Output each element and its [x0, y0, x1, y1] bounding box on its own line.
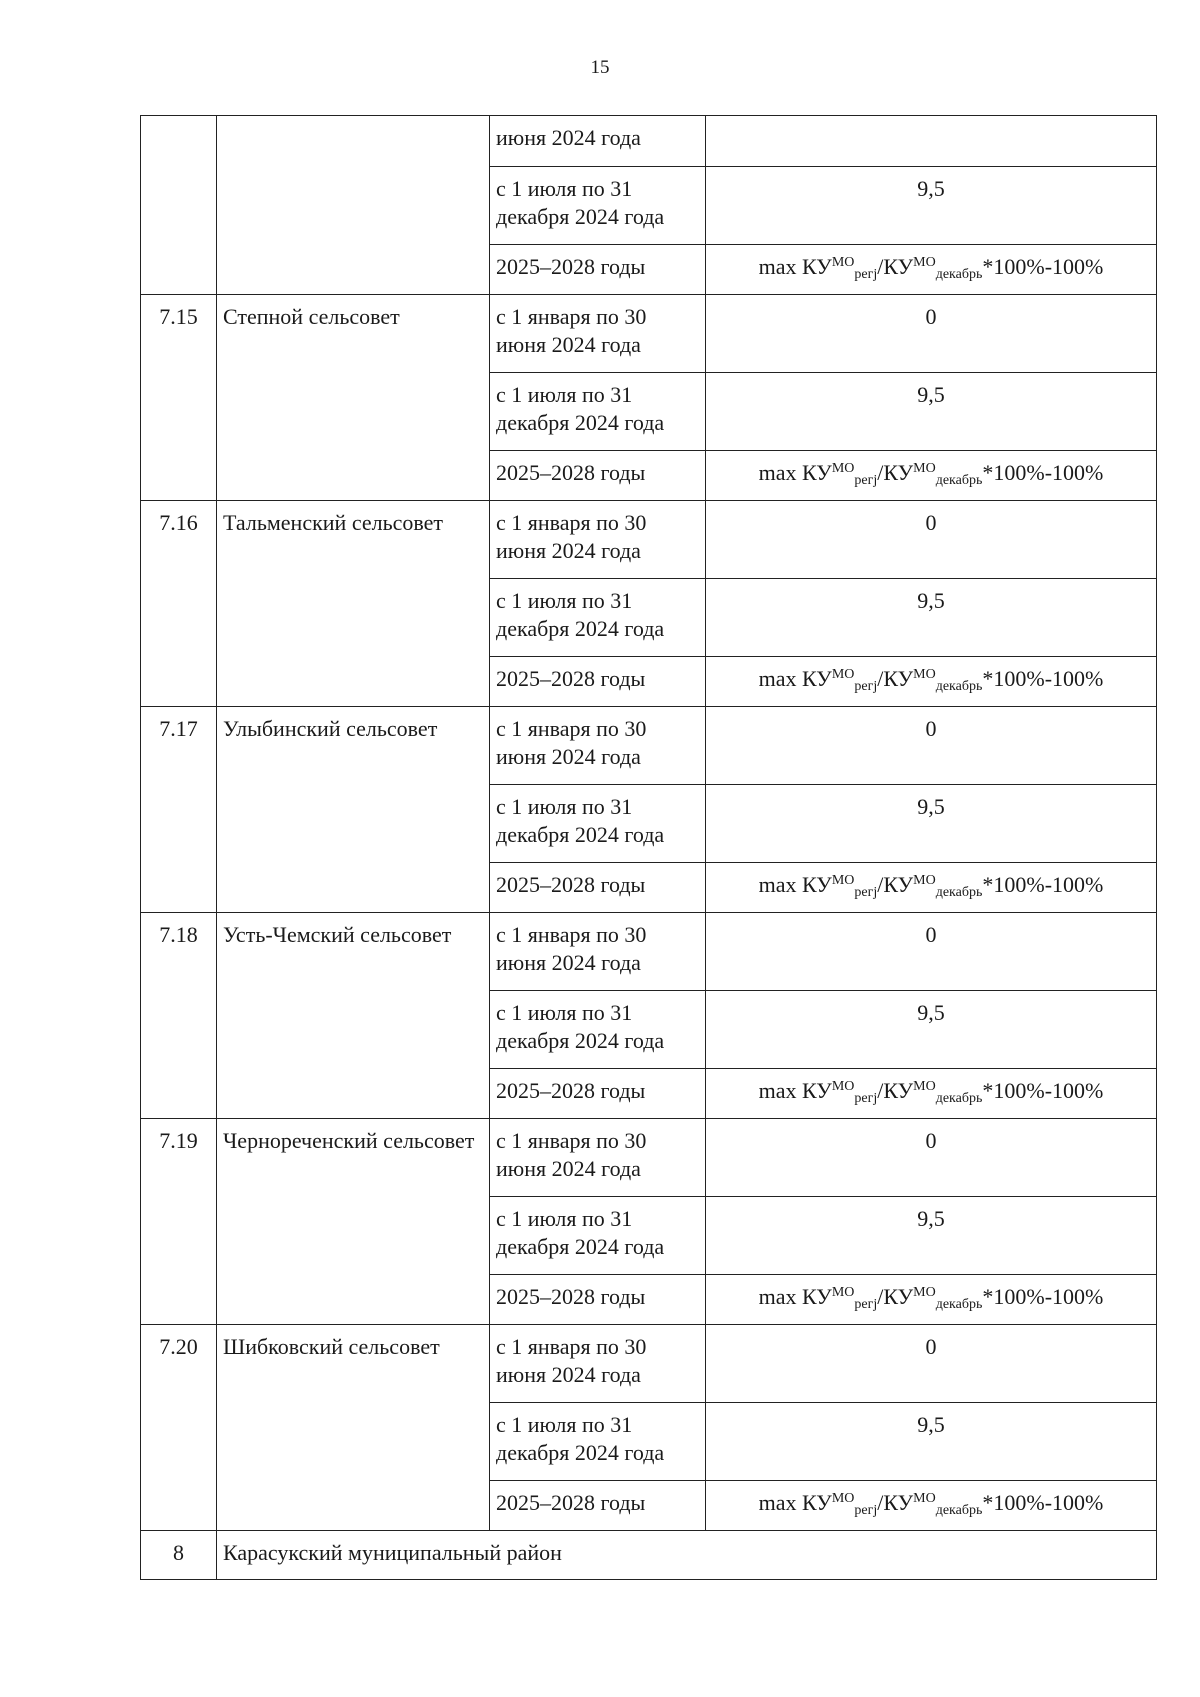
- formula-cell: [706, 245, 1157, 295]
- period-cell: 2025–2028 годы: [490, 245, 706, 295]
- name-cell: Карасукский муниципальный район: [217, 1531, 1157, 1580]
- period-cell: с 1 января по 30 июня 2024 года: [490, 707, 706, 785]
- formula-suffix: *100%-100%: [982, 1078, 1104, 1103]
- name-cell: Улыбинский сельсовет: [217, 707, 490, 913]
- formula-superscript: МО: [831, 255, 855, 270]
- num-cell: 8: [141, 1531, 217, 1580]
- name-cell: Шибковский сельсовет: [217, 1325, 490, 1531]
- num-cell: 7.15: [141, 295, 217, 501]
- period-cell: 2025–2028 годы: [490, 1069, 706, 1119]
- formula-subscript: регj: [854, 473, 878, 488]
- period-cell: с 1 июля по 31 декабря 2024 года: [490, 167, 706, 245]
- formula-superscript: МО: [831, 1079, 855, 1094]
- formula-superscript: МО: [913, 873, 936, 888]
- formula-suffix: *100%-100%: [982, 1284, 1104, 1309]
- formula-subscript: декабрь: [935, 267, 983, 282]
- formula-superscript: МО: [913, 1079, 936, 1094]
- table-row: [141, 116, 1157, 167]
- formula-suffix: *100%-100%: [982, 460, 1104, 485]
- value-cell: 9,5: [706, 1197, 1157, 1275]
- formula-subscript: регj: [854, 885, 878, 900]
- formula-superscript: МО: [831, 1285, 855, 1300]
- formula-superscript: МО: [831, 1491, 855, 1506]
- value-cell: 0: [706, 295, 1157, 373]
- num-cell: [141, 116, 217, 295]
- tariff-table: [140, 115, 1157, 1580]
- formula-subscript: регj: [854, 1297, 878, 1312]
- value-cell: 9,5: [706, 1403, 1157, 1481]
- formula-subscript: декабрь: [935, 1091, 983, 1106]
- name-cell: Степной сельсовет: [217, 295, 490, 501]
- formula-divider: /КУ: [877, 460, 914, 485]
- formula-cell: [706, 1069, 1157, 1119]
- formula-subscript: регj: [854, 1503, 878, 1518]
- formula-subscript: декабрь: [935, 1297, 983, 1312]
- value-cell: 9,5: [706, 373, 1157, 451]
- name-cell: Усть-Чемский сельсовет: [217, 913, 490, 1119]
- period-cell: 2025–2028 годы: [490, 863, 706, 913]
- formula-subscript: декабрь: [935, 885, 983, 900]
- table-row: [141, 1325, 1157, 1403]
- formula-prefix: max КУ: [758, 666, 832, 691]
- period-cell: с 1 июля по 31 декабря 2024 года: [490, 991, 706, 1069]
- name-cell: [217, 116, 490, 295]
- formula-superscript: МО: [913, 1491, 936, 1506]
- formula-subscript: декабрь: [935, 1503, 983, 1518]
- formula-cell: [706, 451, 1157, 501]
- formula-prefix: max КУ: [758, 460, 832, 485]
- value-cell: 9,5: [706, 991, 1157, 1069]
- period-cell: с 1 июля по 31 декабря 2024 года: [490, 785, 706, 863]
- period-cell: с 1 января по 30 июня 2024 года: [490, 295, 706, 373]
- period-cell: с 1 июля по 31 декабря 2024 года: [490, 579, 706, 657]
- period-cell: 2025–2028 годы: [490, 1481, 706, 1531]
- table-row: [141, 913, 1157, 991]
- period-cell: 2025–2028 годы: [490, 657, 706, 707]
- formula-subscript: регj: [854, 679, 878, 694]
- formula-prefix: max КУ: [758, 1490, 832, 1515]
- value-cell: 0: [706, 1119, 1157, 1197]
- num-cell: 7.18: [141, 913, 217, 1119]
- value-cell: 0: [706, 707, 1157, 785]
- value-cell: 9,5: [706, 579, 1157, 657]
- formula-prefix: max КУ: [758, 872, 832, 897]
- formula-divider: /КУ: [877, 872, 914, 897]
- formula-suffix: *100%-100%: [982, 666, 1104, 691]
- value-cell: 0: [706, 913, 1157, 991]
- formula-cell: [706, 1275, 1157, 1325]
- value-cell: [706, 116, 1157, 167]
- formula-suffix: *100%-100%: [982, 254, 1104, 279]
- formula-superscript: МО: [831, 667, 855, 682]
- formula-subscript: регj: [854, 1091, 878, 1106]
- value-cell: 0: [706, 501, 1157, 579]
- formula-suffix: *100%-100%: [982, 1490, 1104, 1515]
- num-cell: 7.19: [141, 1119, 217, 1325]
- formula-superscript: МО: [913, 461, 936, 476]
- formula-prefix: max КУ: [758, 1284, 832, 1309]
- table-row: [141, 1119, 1157, 1197]
- formula-prefix: max КУ: [758, 254, 832, 279]
- formula-cell: [706, 657, 1157, 707]
- period-cell: июня 2024 года: [490, 116, 706, 167]
- formula-divider: /КУ: [877, 1490, 914, 1515]
- value-cell: 0: [706, 1325, 1157, 1403]
- period-cell: с 1 января по 30 июня 2024 года: [490, 1325, 706, 1403]
- period-cell: с 1 июля по 31 декабря 2024 года: [490, 1197, 706, 1275]
- formula-divider: /КУ: [877, 666, 914, 691]
- table-row: [141, 707, 1157, 785]
- formula-divider: /КУ: [877, 1078, 914, 1103]
- num-cell: 7.16: [141, 501, 217, 707]
- table-row: [141, 501, 1157, 579]
- period-cell: с 1 января по 30 июня 2024 года: [490, 913, 706, 991]
- formula-divider: /КУ: [877, 1284, 914, 1309]
- table-row: [141, 295, 1157, 373]
- period-cell: с 1 января по 30 июня 2024 года: [490, 501, 706, 579]
- num-cell: 7.20: [141, 1325, 217, 1531]
- formula-superscript: МО: [913, 667, 936, 682]
- formula-cell: [706, 863, 1157, 913]
- value-cell: 9,5: [706, 785, 1157, 863]
- period-cell: с 1 июля по 31 декабря 2024 года: [490, 373, 706, 451]
- period-cell: 2025–2028 годы: [490, 451, 706, 501]
- formula-superscript: МО: [913, 255, 936, 270]
- formula-subscript: регj: [854, 267, 878, 282]
- period-cell: с 1 июля по 31 декабря 2024 года: [490, 1403, 706, 1481]
- page-number: 15: [590, 57, 610, 78]
- formula-subscript: декабрь: [935, 679, 983, 694]
- name-cell: Тальменский сельсовет: [217, 501, 490, 707]
- formula-prefix: max КУ: [758, 1078, 832, 1103]
- formula-subscript: декабрь: [935, 473, 983, 488]
- period-cell: 2025–2028 годы: [490, 1275, 706, 1325]
- table-row: [141, 1531, 1157, 1580]
- formula-superscript: МО: [831, 461, 855, 476]
- formula-superscript: МО: [913, 1285, 936, 1300]
- formula-suffix: *100%-100%: [982, 872, 1104, 897]
- num-cell: 7.17: [141, 707, 217, 913]
- period-cell: с 1 января по 30 июня 2024 года: [490, 1119, 706, 1197]
- name-cell: Чернореченский сельсовет: [217, 1119, 490, 1325]
- formula-divider: /КУ: [877, 254, 914, 279]
- formula-cell: [706, 1481, 1157, 1531]
- formula-superscript: МО: [831, 873, 855, 888]
- value-cell: 9,5: [706, 167, 1157, 245]
